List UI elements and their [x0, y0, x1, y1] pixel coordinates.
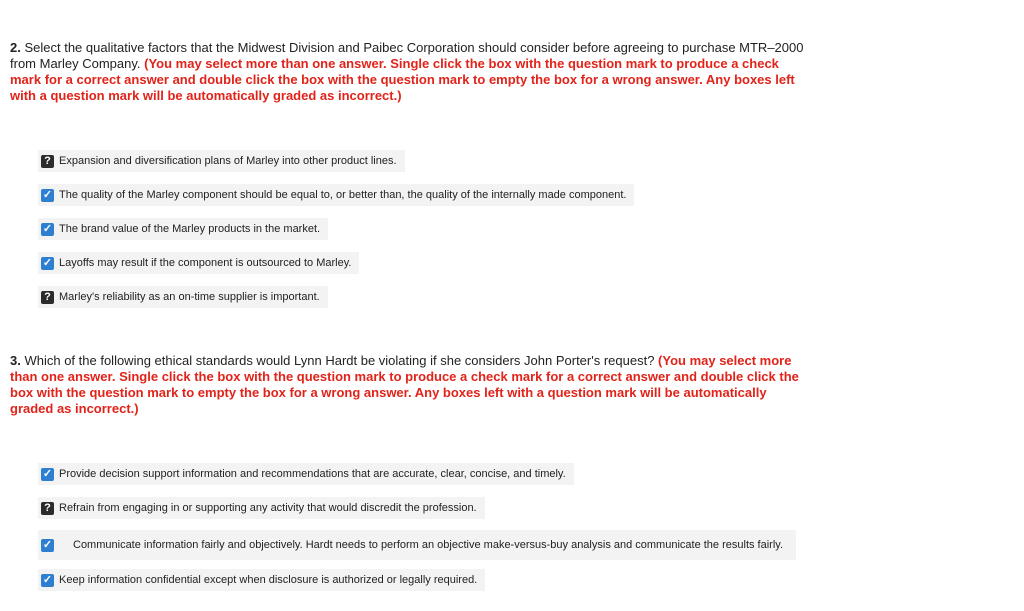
question-2	[10, 40, 810, 104]
checkmark-box-icon[interactable]: ✓	[42, 188, 53, 201]
option-layoffs[interactable]	[38, 252, 359, 274]
option-text: Communicate information fairly and objectively. Hardt needs to perform an objective make-versus-buy analysis and communicate the results fairly.	[73, 538, 784, 551]
question-instruction: (You may select more than one answer. Single click the box with the question mark to produce a check mark for a correct answer and double click the box with the question mark to empty the box for a wrong answer. Any boxes left with a question mark will be automatically graded as incorrect.)	[10, 56, 795, 103]
option-text: Marley's reliability as an on-time supplier is important.	[59, 291, 320, 303]
option-reliability[interactable]	[38, 286, 328, 308]
question-instruction: (You may select more than one answer. Single click the box with the question mark to produce a check mark for a correct answer and double click the box with the question mark to empty the box for a wrong answer. Any boxes left with a question mark will be automatically graded as incorrect.)	[10, 353, 799, 416]
checkmark-box-icon[interactable]: ✓	[42, 467, 53, 480]
option-decision-support[interactable]	[38, 463, 574, 485]
checkmark-box-icon[interactable]: ✓	[42, 222, 53, 235]
checkmark-box-icon[interactable]: ✓	[42, 538, 53, 551]
option-text: Keep information confidential except when disclosure is authorized or legally required.	[59, 574, 478, 586]
question-number: 3.	[10, 353, 21, 368]
option-text: Expansion and diversification plans of Marley into other product lines.	[59, 155, 397, 167]
option-text: The quality of the Marley component should be equal to, or better than, the quality of the internally made component.	[59, 189, 627, 201]
checkmark-box-icon[interactable]: ✓	[42, 256, 53, 269]
question-text: Which of the following ethical standards would Lynn Hardt be violating if she considers John Porter's request?	[24, 353, 659, 368]
option-refrain[interactable]	[38, 497, 485, 519]
option-text: Refrain from engaging in or supporting any activity that would discredit the profession.	[59, 502, 477, 514]
option-text: The brand value of the Marley products in the market.	[59, 223, 321, 235]
question-mark-box-icon[interactable]: ?	[41, 155, 54, 168]
option-confidential[interactable]	[38, 569, 485, 591]
option-brand-value[interactable]	[38, 218, 328, 240]
question-number: 2.	[10, 40, 21, 55]
option-quality[interactable]	[38, 184, 634, 206]
question-mark-box-icon[interactable]: ?	[41, 502, 54, 515]
option-text: Provide decision support information and recommendations that are accurate, clear, concise, and timely.	[59, 468, 566, 480]
question-text: Select the qualitative factors that the Midwest Division and Paibec Corporation should consider before agreeing to purchase MTR–2000 from Marley Company.	[10, 40, 804, 71]
option-communicate-fairly[interactable]	[38, 530, 796, 560]
option-expansion[interactable]	[38, 150, 405, 172]
question-mark-box-icon[interactable]: ?	[41, 291, 54, 304]
question-3	[10, 353, 810, 417]
option-text: Layoffs may result if the component is outsourced to Marley.	[59, 257, 352, 269]
checkmark-box-icon[interactable]: ✓	[42, 573, 53, 586]
